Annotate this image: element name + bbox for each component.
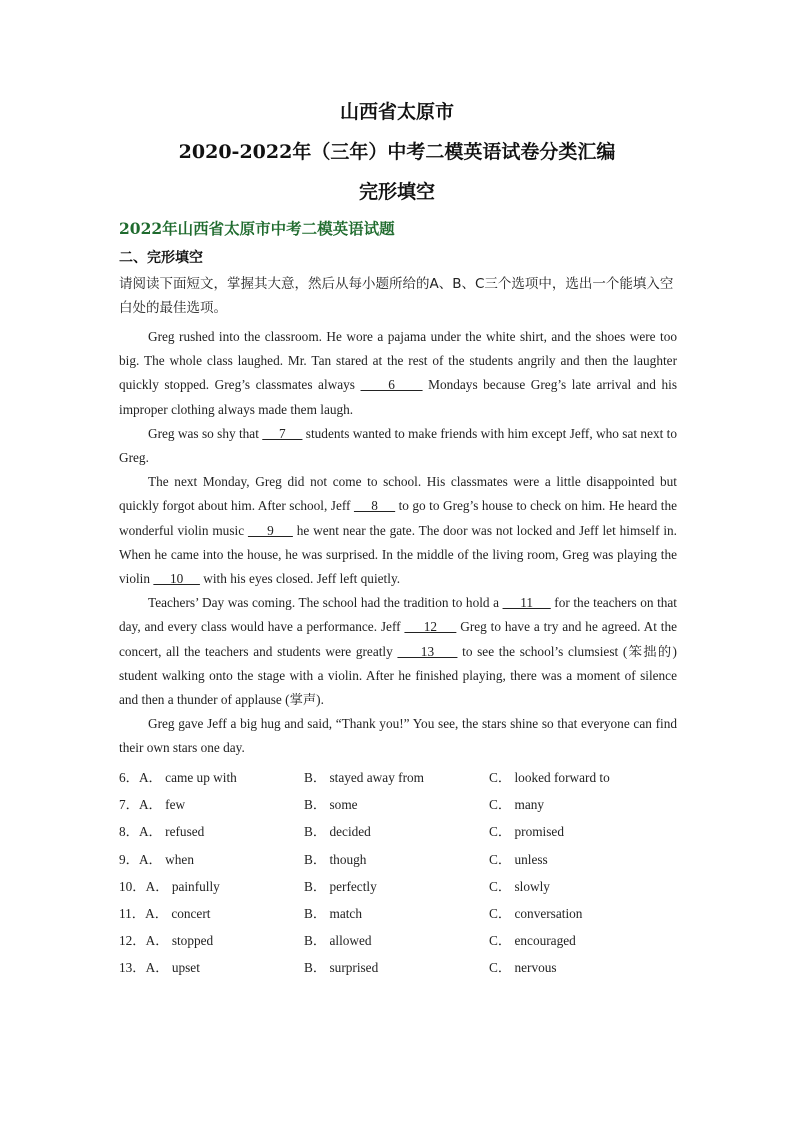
blank-7: 7: [262, 425, 303, 441]
blank-10: 10: [153, 571, 200, 587]
page-title-collection: 2020-2022年（三年）中考二模英语试卷分类汇编: [178, 141, 616, 163]
option-b: B． though: [304, 851, 367, 867]
option-a: 6．A． came up with: [119, 770, 237, 785]
option-b: B． surprised: [304, 960, 379, 976]
option-a: 10．A． painfully: [119, 878, 220, 894]
option-c: C． many: [489, 797, 545, 813]
question-9-options: [119, 849, 679, 876]
paragraph-1: [119, 325, 677, 422]
option-a: 12．A． stopped: [119, 933, 214, 949]
option-b: B． some: [304, 797, 358, 813]
question-8-options: [119, 821, 679, 848]
blank-6: 6: [360, 377, 423, 393]
section-heading: 二、完形填空: [119, 250, 203, 266]
text: Greg was so shy that: [148, 425, 263, 441]
question-13-options: [119, 957, 679, 984]
exam-title: 2022年山西省太原市中考二模英语试题: [119, 219, 395, 238]
blank-12: 12: [404, 619, 457, 635]
blank-9: 9: [247, 522, 293, 538]
options-list: [119, 767, 679, 985]
page-title-region: 山西省太原市: [339, 101, 454, 123]
text: students wanted to make friends with him except Jeff, who sat next to Greg.: [119, 425, 678, 466]
paragraph-4: [119, 591, 677, 712]
passage: [119, 325, 677, 761]
option-b: B． stayed away from: [304, 770, 425, 785]
paragraph-2: [119, 422, 677, 470]
text: The next Monday, Greg did not come to school. His classmates were a little disappointed but quickly forgot about him. After school, Jeff: [119, 474, 677, 514]
page-title-topic: 完形填空: [358, 181, 435, 203]
blank-13: 13: [397, 643, 458, 659]
option-a: 7．A． few: [119, 797, 186, 813]
blank-8: 8: [353, 498, 396, 514]
option-c: C． promised: [489, 824, 564, 840]
text: he went near the gate. The door was not locked and Jeff let himself in. When he came into the house, he was surprised. In the middle of the living room, Greg was playing the violin: [119, 522, 677, 587]
paragraph-3: [119, 470, 677, 591]
option-b: B． allowed: [304, 933, 372, 949]
question-6-options: [119, 767, 679, 794]
blank-11: 11: [502, 595, 551, 611]
paragraph-5: Greg gave Jeff a big hug and said, “Thank you!” You see, the stars shine so that everyone can find their own stars one day.: [119, 716, 677, 756]
instructions: 请阅读下面短文，掌握其大意，然后从每小题所给的A、B、C三个选项中，选出一个能填入空白处的最佳选项。: [119, 276, 674, 316]
text: to go to Greg’s house to check on him. He heard the wonderful violin music: [119, 498, 678, 538]
text: to see the school’s clumsiest (笨拙的) student walking onto the stage with a violin. After he finished playing, there was a moment of silence and then a thunder of applause (掌声).: [119, 643, 677, 708]
option-c: C． slowly: [489, 878, 550, 894]
question-7-options: [119, 794, 679, 821]
option-c: C． encouraged: [489, 933, 576, 949]
option-c: C． looked forward to: [489, 770, 610, 785]
text: with his eyes closed. Jeff left quietly.: [199, 571, 401, 587]
option-b: B． perfectly: [304, 878, 377, 894]
text: Mondays because Greg’s late arrival and his improper clothing always made them laugh.: [119, 377, 677, 417]
option-c: C． conversation: [489, 905, 583, 921]
text: for the teachers on that day, and every class would have a performance. Jeff: [119, 595, 678, 635]
option-c: C． nervous: [489, 960, 557, 976]
option-a: 13．A． upset: [119, 960, 200, 976]
option-a: 11．A． concert: [119, 905, 211, 921]
question-11-options: [119, 903, 679, 930]
option-b: B． match: [304, 905, 362, 921]
text: Greg to have a try and he agreed. At the concert, all the teachers and students were greatly: [119, 619, 677, 659]
option-a: 9．A． when: [119, 851, 194, 867]
option-b: B． decided: [304, 824, 371, 840]
question-10-options: [119, 876, 679, 903]
option-c: C． unless: [489, 851, 548, 867]
option-a: 8．A． refused: [119, 824, 205, 840]
question-12-options: [119, 930, 679, 957]
text: Teachers’ Day was coming. The school had the tradition to hold a: [148, 595, 503, 611]
text: Greg rushed into the classroom. He wore a pajama under the white shirt, and the shoes were too big. The whole class laughed. Mr. Tan stared at the rest of the students angrily and then the laughter quickly stopped. Greg’s classmates always: [119, 329, 677, 393]
